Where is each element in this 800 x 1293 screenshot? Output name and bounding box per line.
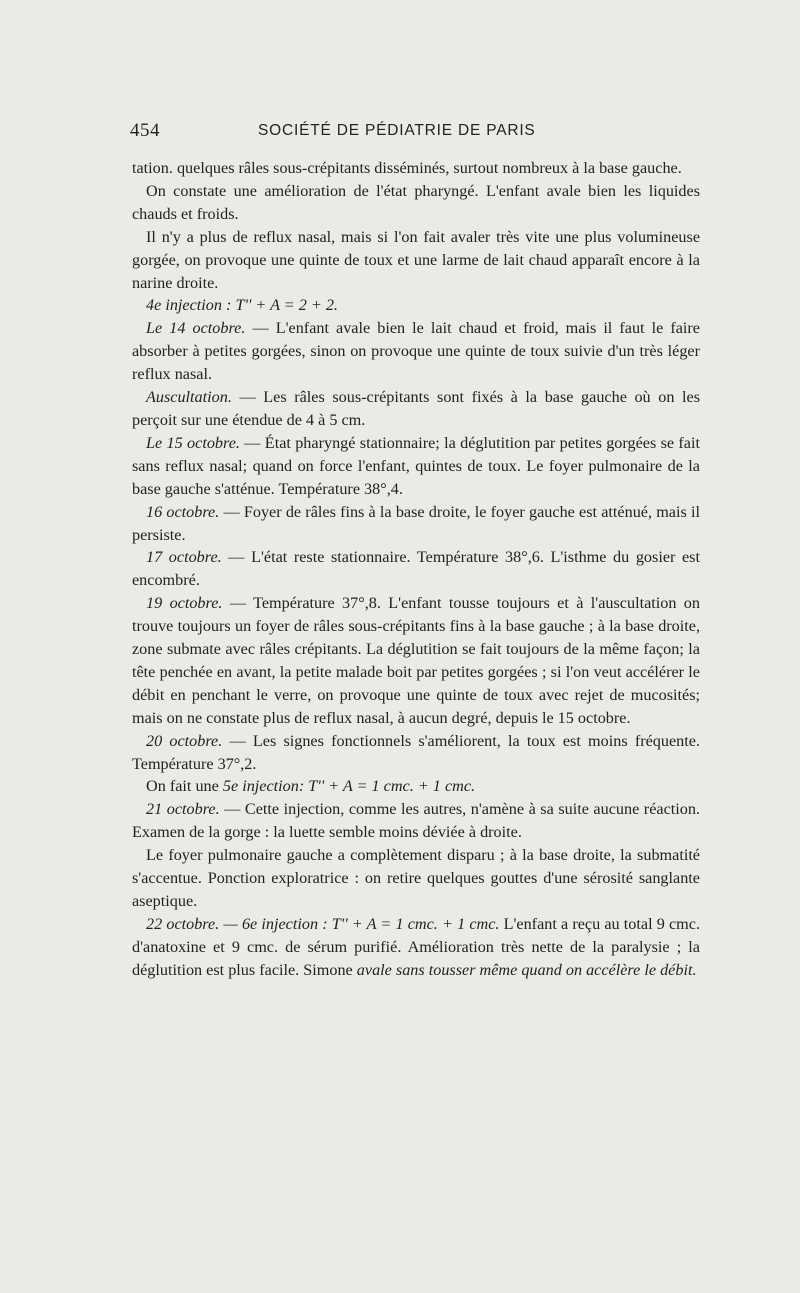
running-title: SOCIÉTÉ DE PÉDIATRIE DE PARIS [258,122,536,139]
paragraph [132,317,700,386]
paragraph [132,226,700,295]
paragraph [132,775,700,798]
paragraph [132,592,700,729]
text-run: L'enfant a reçu au total 9 cmc. d'anatoxine et 9 cmc. de sérum purifié. Amélioration très nette de la paralysie ; la déglutition est plus facile. Simone [132,914,700,979]
paragraph [132,386,700,432]
paragraph [132,730,700,776]
text-run: — Foyer de râles fins à la base droite, le foyer gauche est atténué, mais il persiste. [132,502,700,544]
italic-text: 5e injection: T'' + A = 1 cmc. + 1 cmc. [222,777,476,796]
paragraph [132,798,700,844]
italic-text: 4e injection : T'' + A = 2 + 2. [146,296,338,315]
paragraph [132,546,700,592]
text-run: — État pharyngé stationnaire; la déglutition par petites gorgées se fait sans reflux nasal; quand on force l'enfant, quintes de toux. Le foyer pulmonaire de la base gauche s'atténue. Température 38°,4. [132,433,700,498]
paragraph [132,913,700,982]
text-run: — Les signes fonctionnels s'améliorent, la toux est moins fréquente. Température 37°,2. [132,731,700,773]
text-run: — Cette injection, comme les autres, n'amène à sa suite aucune réaction. Examen de la gorge : la luette semble moins déviée à droite. [132,800,700,842]
page-header [130,120,700,142]
page-number: 454 [130,120,160,141]
italic-text: 20 octobre. [146,731,223,750]
text-run: Le foyer pulmonaire gauche a complètement disparu ; à la base droite, la submatité s'accentue. Ponction exploratrice : on retire quelques gouttes d'une sérosité sanglante aseptique. [132,846,700,910]
italic-text: Le 14 octobre. [146,319,246,338]
text-run: tation. quelques râles sous-crépitants disséminés, surtout nombreux à la base gauche. [132,159,682,177]
text-run: On fait une [146,777,223,796]
text-run: — L'enfant avale bien le lait chaud et froid, mais il faut le faire absorber à petites gorgées, sinon on provoque une quinte de toux suivie d'un très léger reflux nasal. [132,319,700,384]
paragraph [132,432,700,501]
paragraph [132,294,700,317]
italic-text: 19 octobre. [146,594,223,613]
text-run: — Les râles sous-crépitants sont fixés à la base gauche où on les perçoit sur une étendue de 4 à 5 cm. [132,388,700,429]
italic-text: 22 octobre. — 6e injection : T'' + A = 1 cmc. + 1 cmc. [146,914,500,933]
text-run: On constate une amélioration de l'état pharyngé. L'enfant avale bien les liquides chauds et froids. [132,181,700,223]
text-run: — Température 37°,8. L'enfant tousse toujours et à l'auscultation on trouve toujours un foyer de râles sous-crépitants fins à la base gauche ; à la base droite, zone submate avec râles crépitants. La déglutition se fait toujours de la même façon; la tête penchée en avant, la petite malade boit par petites gorgées ; si l'on veut accélérer le débit en penchant le verre, on provoque une quinte de toux avec rejet de mucosités; mais on ne constate plus de reflux nasal, à aucun degré, depuis le 15 octobre. [132,594,700,727]
italic-text: Auscultation. [146,388,232,407]
italic-text: 17 octobre. [146,548,222,567]
body-text [132,157,700,982]
text-run: — L'état reste stationnaire. Température 38°,6. L'isthme du gosier est encombré. [132,548,700,590]
paragraph [132,180,700,226]
italic-text: 16 octobre. [146,502,220,521]
paragraph [132,844,700,913]
italic-text: 21 octobre. [146,800,220,819]
paragraph [132,501,700,547]
italic-text: avale sans tousser même quand on accélère le débit. [356,960,697,979]
paragraph [132,157,700,180]
text-run: Il n'y a plus de reflux nasal, mais si l'on fait avaler très vite une plus volumineuse gorgée, on provoque une quinte de toux et une larme de lait chaud apparaît encore à la narine droite. [132,227,700,292]
italic-text: Le 15 octobre. [146,433,240,452]
